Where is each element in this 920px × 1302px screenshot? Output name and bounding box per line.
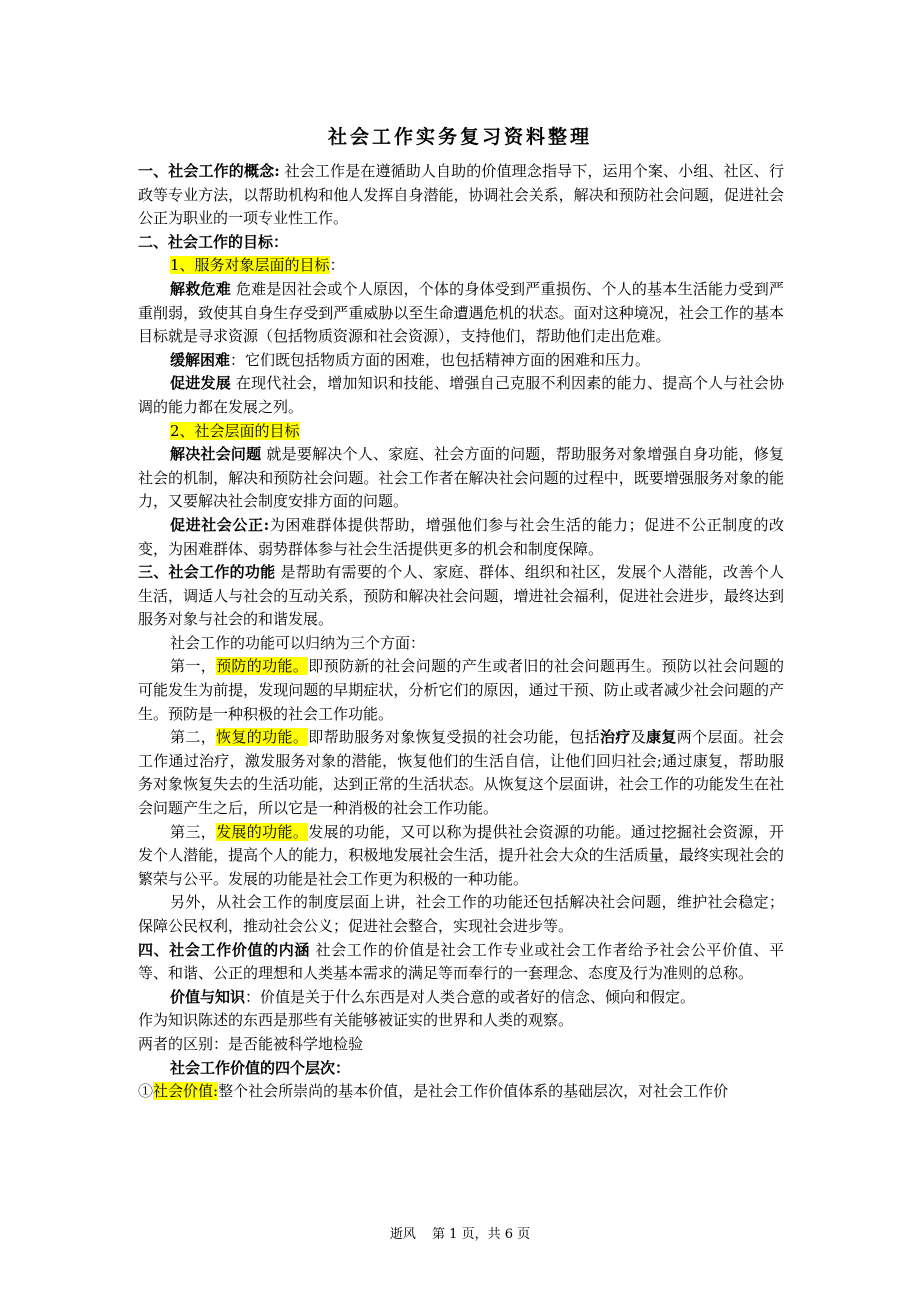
text-solve-problems: 就是要解决个人、家庭、社会方面的问题，帮助服务对象增强自身功能，修复社会的机制，解决和预防社会问题。社会工作者在解决社会问题的过程中，既要增强服务对象的能力，又要解决社会制度安排方面的问题。 [138,445,784,511]
term-rescue: 解救危难 [170,279,231,298]
text-justice: 为困难群体提供帮助，增强他们参与社会生活的能力；促进不公正制度的改变，为困难群体、弱势群体参与社会生活提供更多的机会和制度保障。 [138,515,784,558]
paragraph-additional-functions: 另外，从社会工作的制度层面上讲，社会工作的功能还包括解决社会问题，维护社会稳定；保障公民权利，推动社会公义；促进社会整合，实现社会进步等。 [138,893,784,935]
paragraph-rescue [138,278,784,349]
ordinal-third: 第三， [170,822,217,841]
heading-value-levels-text: 社会工作价值的四个层次： [170,1058,351,1077]
text-relieve: ：它们既包括物质方面的困难，也包括精神方面的困难和压力。 [230,350,651,369]
footer-author: 逝风 [389,1227,416,1242]
highlight-recovery: 恢复的功能。 [216,728,309,747]
text-prevention: 即预防新的社会问题的产生或者旧的社会问题再生。预防以社会问题的可能发生为前提，发现问题的早期症状，分析它们的原因，通过干预、防止或者减少社会问题的产生。预防是一种积极的社会工作功能。 [138,657,784,723]
subheading-society-goals [138,420,784,444]
paragraph-development [138,372,784,419]
paragraph-functions-intro: 社会工作的功能可以归纳为三个方面： [170,633,426,652]
text-values: 社会工作的价值是社会工作专业或社会工作者给予社会公平价值、平等、和谐、公正的理想和人类基本需求的满足等而奉行的一套理念、态度及行为准则的总称。 [138,940,784,983]
term-rehabilitation: 康复 [646,728,677,747]
paragraph-knowledge: 作为知识陈述的东西是那些有关能够被证实的世界和人类的观察。 [138,1011,574,1030]
highlight-society-goals: 2、社会层面的目标 [170,421,300,440]
document-body [138,160,784,1104]
term-value-knowledge: 价值与知识 [170,987,246,1006]
conjunction: 及 [630,728,647,747]
paragraph-values [138,939,784,986]
term-justice: 促进社会公正 [170,515,264,534]
text-rescue: 危难是因社会或个人原因，个体的身体受到严重损伤、个人的基本生活能力受到严重削弱，致使其自身生存受到严重威胁以至生命遭遇危机的状态。面对这种境况，社会工作的基本目标就是寻求资源（包括物质资源和社会资源），支持他们，帮助他们走出危难。 [138,279,784,346]
heading-values: 四、社会工作价值的内涵 [138,940,311,959]
text-recovery-1: 即帮助服务对象恢复受损的社会功能，包括 [308,728,600,747]
colon: : [263,515,270,534]
heading-goals [138,231,784,255]
text-growth: 发展的功能，又可以称为提供社会资源的功能。通过挖掘社会资源，开发个人潜能，提高个人的能力，积极地发展社会生活，提升社会大众的生活质量，最终实现社会的繁荣与公平。发展的功能是社会工作更为积极的一种功能。 [138,822,784,888]
paragraph-social-value [138,1080,784,1104]
page-footer [0,1226,920,1244]
paragraph-concept [138,160,784,231]
paragraph-functions [138,561,784,632]
ordinal-second: 第二， [170,728,217,747]
highlight-growth: 发展的功能。 [216,822,309,841]
footer-page-number: 第 1 页，共 6 页 [432,1227,531,1242]
heading-value-levels [138,1057,784,1081]
term-solve-problems: 解决社会问题 [170,445,262,464]
term-relieve: 缓解困难 [170,350,231,369]
heading-goals-text: 二、社会工作的目标： [138,232,289,251]
paragraph-growth [138,821,784,892]
text-concept: 社会工作是在遵循助人自助的价值理念指导下，运用个案、小组、社区、行政等专业方法，以帮助机构和他人发挥自身潜能，协调社会关系，解决和预防社会问题，促进社会公正为职业的一项专业性工作。 [138,162,784,228]
paragraph-solve-problems [138,443,784,514]
heading-functions: 三、社会工作的功能 [138,563,276,582]
highlight-client-goals: 1、服务对象层面的目标 [170,256,330,275]
list-number: ① [138,1082,154,1101]
text-social-value: 整个社会所崇尚的基本价值，是社会工作价值体系的基础层次，对社会工作价 [218,1082,729,1101]
term-development: 促进发展 [170,374,231,393]
subheading-client-goals [138,254,784,278]
colon: ： [329,256,345,275]
text-development: 在现代社会，增加知识和技能、增强自己克服不利因素的能力、提高个人与社会协调的能力都在发展之列。 [138,374,784,416]
paragraph-recovery [138,726,784,820]
paragraph-prevention [138,655,784,726]
document-title: 社会工作实务复习资料整理 [327,126,592,148]
text-recovery-2: 两个层面。社会工作通过治疗，激发服务对象的潜能，恢复他们的生活自信，让他们回归社会;通过康复，帮助服务对象恢复失去的生活功能，达到正常的生活状态。从恢复这个层面讲，社会工作的功能发生在社会问题产生之后，所以它是一种消极的社会工作功能。 [138,728,784,818]
text-value-knowledge: ：价值是关于什么东西是对人类合意的或者好的信念、倾向和假定。 [245,987,696,1006]
highlight-social-value: 社会价值: [153,1082,219,1101]
paragraph-relieve [138,349,784,373]
paragraph-difference: 两者的区别：是否能被科学地检验 [138,1034,364,1053]
paragraph-value-knowledge [138,986,784,1010]
heading-concept: 一、社会工作的概念: [138,162,280,180]
highlight-prevention: 预防的功能。 [216,657,309,676]
paragraph-justice [138,514,784,561]
text-functions: 是帮助有需要的个人、家庭、群体、组织和社区，发展个人潜能，改善个人生活，调适人与社会的互动关系，预防和解决社会问题，增进社会福利，促进社会进步，最终达到服务对象与社会的和谐发展。 [138,563,784,629]
ordinal-first: 第一， [170,657,217,676]
term-treatment: 治疗 [600,728,631,747]
